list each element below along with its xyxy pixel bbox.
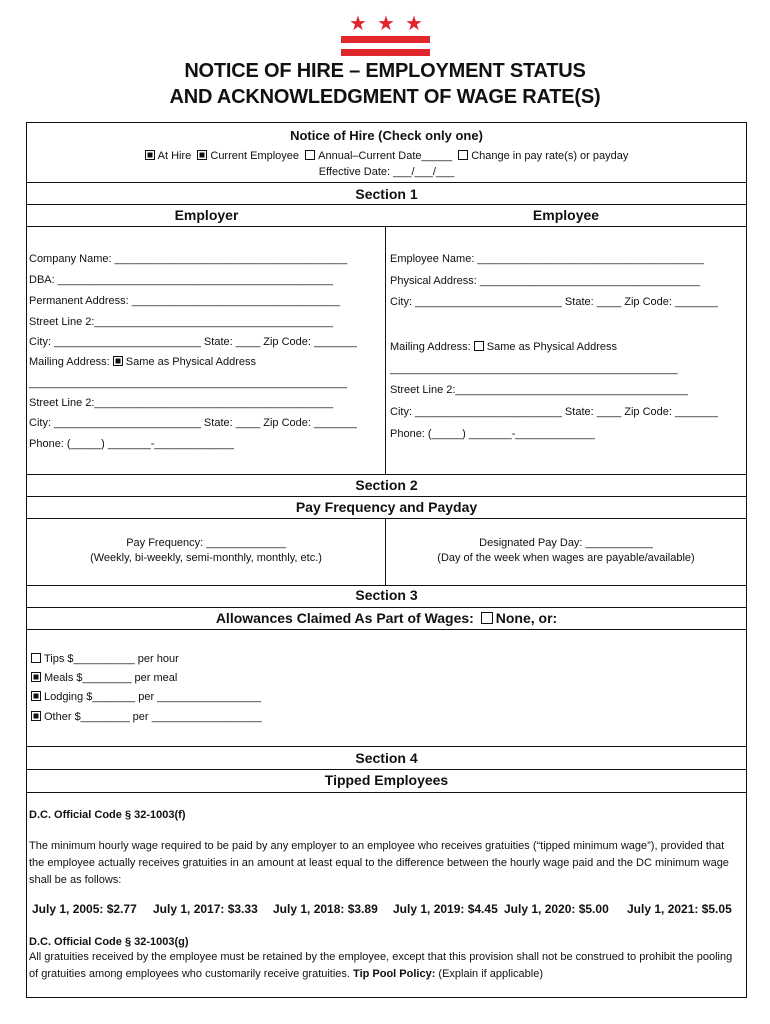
rate-2018: July 1, 2018: $3.89 [273,902,378,916]
star-icon: ★ [377,13,395,35]
checkbox-icon[interactable] [458,150,468,160]
pay-day-hint: (Day of the week when wages are payable/available) [437,552,695,564]
checkbox-icon[interactable] [31,691,41,701]
employee-mailing-row [390,340,617,355]
rate-2019: July 1, 2019: $4.45 [393,902,498,916]
flag-bar [341,49,430,56]
city-state-zip-field[interactable]: City: ________________________ State: ____ Zip Code: _______ [29,336,357,348]
employee-name-field[interactable]: Employee Name: _____________________________________ [390,253,704,265]
checkbox-icon[interactable] [305,150,315,160]
divider [27,518,746,519]
employee-heading: Employee [532,207,600,223]
gratuities-paragraph: All gratuities received by the employee must be retained by the employee, except that this provision shall not be construed to prohibit the pooling of gratuities among employees who customarily receive gratuities. Tip Pool Policy: (Explain if applicable) [29,951,733,980]
company-name-field[interactable]: Company Name: ______________________________________ [29,253,348,265]
checkbox-icon[interactable] [197,150,207,160]
checkbox-icon[interactable] [474,341,484,351]
checkbox-icon[interactable] [113,356,123,366]
star-icon: ★ [349,13,367,35]
employer-phone-field[interactable]: Phone: (_____) _______-_____________ [29,438,234,450]
employee-mailing-city-field[interactable]: City: ________________________ State: ____ Zip Code: _______ [390,406,718,418]
effective-date-field[interactable]: Effective Date: ___/___/___ [318,166,455,178]
mailing-address-field[interactable]: ____________________________________________________ [29,377,348,389]
designated-pay-day-field[interactable]: Designated Pay Day: ___________ [479,537,653,549]
checkbox-icon[interactable] [145,150,155,160]
mailing-address-label: Mailing Address: [29,356,110,368]
allowance-meals[interactable]: Meals $________ per meal [31,671,177,686]
mailing-address-row [29,355,256,370]
notice-options [27,149,746,164]
street-line-2-field[interactable]: Street Line 2:_______________________________________ [29,316,334,328]
employee-city-state-zip-field[interactable]: City: ________________________ State: ____ Zip Code: _______ [390,296,718,308]
allowance-lodging[interactable]: Lodging $_______ per _________________ [31,690,261,705]
section-3-title: Section 3 [355,587,418,603]
employee-phone-field[interactable]: Phone: (_____) _______-_____________ [390,428,595,440]
option-at-hire[interactable]: At Hire [145,150,192,162]
divider [27,746,746,747]
section-2-subtitle: Pay Frequency and Payday [295,499,478,515]
permanent-address-field[interactable]: Permanent Address: __________________________________ [29,295,340,307]
checkbox-icon[interactable] [481,612,493,624]
mailing-address-label: Mailing Address: [390,341,471,353]
tip-pool-hint: (Explain if applicable) [438,968,543,980]
section-3-subtitle: Allowances Claimed As Part of Wages: None, or: [215,610,558,626]
rate-2020: July 1, 2020: $5.00 [504,902,609,916]
flag-bar [341,36,430,43]
mailing-street-line-2-field[interactable]: Street Line 2:_______________________________________ [29,397,334,409]
notice-heading: Notice of Hire (Check only one) [290,128,483,143]
option-current-employee[interactable]: Current Employee [197,150,299,162]
section-1-title: Section 1 [355,186,418,202]
physical-address-field[interactable]: Physical Address: ____________________________________ [390,275,701,287]
checkbox-icon[interactable] [31,672,41,682]
checkbox-icon[interactable] [31,711,41,721]
dc-flag-logo [0,12,770,58]
option-annual[interactable]: Annual–Current Date_____ [305,150,452,162]
allowance-tips[interactable]: Tips $__________ per hour [31,652,179,667]
rate-2017: July 1, 2017: $3.33 [153,902,258,916]
tip-pool-label: Tip Pool Policy: [353,968,436,980]
section-2-title: Section 2 [355,477,418,493]
tipped-wage-paragraph: The minimum hourly wage required to be paid by any employer to an employee who receives gratuities (“tipped minimum wage”), provided that the employee actually receives gratuities in an amount at least equal to the difference between the hourly wage paid and the DC minimum wage shall be as follows: [29,840,729,886]
rate-2005: July 1, 2005: $2.77 [32,902,137,916]
star-icon: ★ [405,13,423,35]
dc-code-g: D.C. Official Code § 32-1003(g) [29,936,189,948]
rate-2021: July 1, 2021: $5.05 [627,902,732,916]
dba-field[interactable]: DBA: _____________________________________________ [29,274,334,286]
dc-code-f: D.C. Official Code § 32-1003(f) [29,809,186,821]
page-title: NOTICE OF HIRE – EMPLOYMENT STATUS AND ACKNOWLEDGMENT OF WAGE RATE(S) [169,60,601,108]
employee-mailing-field[interactable]: _______________________________________________ [390,363,678,375]
form-frame [26,122,747,998]
section-4-subtitle: Tipped Employees [324,772,449,788]
section-4-title: Section 4 [355,750,418,766]
same-as-physical-label: Same as Physical Address [486,341,618,353]
same-as-physical-label: Same as Physical Address [125,356,257,368]
divider [27,182,746,183]
option-change-pay[interactable]: Change in pay rate(s) or payday [458,150,628,162]
pay-frequency-field[interactable]: Pay Frequency: _____________ [126,537,286,549]
allowance-other[interactable]: Other $________ per __________________ [31,710,262,725]
employer-heading: Employer [174,207,239,223]
employee-street-line-2-field[interactable]: Street Line 2:______________________________________ [390,384,688,396]
pay-frequency-hint: (Weekly, bi-weekly, semi-monthly, monthly, etc.) [90,552,322,564]
checkbox-icon[interactable] [31,653,41,663]
mailing-city-state-zip-field[interactable]: City: ________________________ State: ____ Zip Code: _______ [29,417,357,429]
divider [27,792,746,793]
divider [27,226,746,227]
divider [27,629,746,630]
column-divider [385,226,386,474]
